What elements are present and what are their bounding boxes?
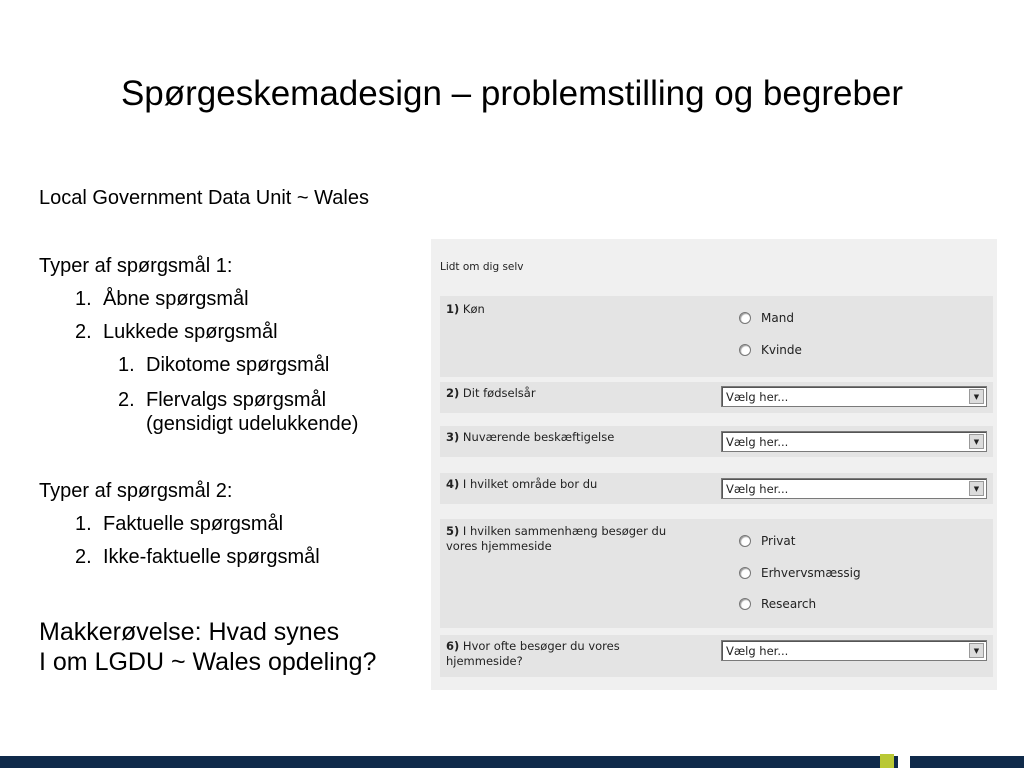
radio-label: Privat — [761, 534, 796, 548]
question-row-3 — [440, 426, 993, 457]
question-text: Nuværende beskæftigelse — [462, 430, 615, 444]
exercise-text — [39, 617, 376, 677]
sublist-item — [118, 353, 329, 377]
radio-circle[interactable] — [739, 535, 751, 547]
radio-option-privat[interactable] — [739, 534, 795, 548]
slide-title: Spørgeskemadesign – problemstilling og begreber — [120, 74, 904, 113]
survey-form-screenshot — [431, 239, 997, 690]
question-label — [446, 302, 485, 317]
exercise-line-2: I om LGDU ~ Wales opdeling? — [39, 648, 377, 676]
question-number: 2) — [446, 386, 460, 400]
sublist-item-number: 1. — [118, 354, 135, 376]
question-row-2 — [440, 382, 993, 413]
list-item-text: Ikke-faktuelle spørgsmål — [103, 546, 320, 568]
chevron-down-icon[interactable]: ▼ — [969, 481, 984, 496]
footer-bar — [0, 756, 1024, 768]
question-number: 6) — [446, 639, 460, 653]
list-item-text: Faktuelle spørgsmål — [103, 513, 284, 535]
list2-heading: Typer af spørgsmål 2: — [39, 480, 233, 502]
question-number: 5) — [446, 524, 460, 538]
question-label — [446, 430, 614, 445]
radio-option-erhvervsmaessig[interactable] — [739, 566, 861, 580]
sublist-item-text: Dikotome spørgsmål — [146, 354, 330, 376]
list-item-text: Lukkede spørgsmål — [103, 321, 278, 343]
question-text-continued: vores hjemmeside — [446, 539, 552, 553]
select-value: Vælg her... — [726, 482, 789, 496]
question-text: I hvilket område bor du — [462, 477, 598, 491]
question-row-6 — [440, 635, 993, 677]
region-select[interactable] — [721, 478, 987, 499]
list-item-number: 1. — [75, 288, 92, 310]
list-item — [75, 287, 249, 311]
visit-frequency-select[interactable] — [721, 640, 987, 661]
question-text: Køn — [462, 302, 485, 316]
sublist-item-text: Flervalgs spørgsmål — [146, 389, 327, 411]
radio-label: Mand — [761, 311, 794, 325]
radio-option-mand[interactable] — [739, 311, 794, 325]
question-text: I hvilken sammenhæng besøger du — [462, 524, 667, 538]
radio-label: Kvinde — [761, 343, 802, 357]
radio-circle[interactable] — [739, 312, 751, 324]
question-label — [446, 524, 666, 554]
question-text-continued: hjemmeside? — [446, 654, 523, 668]
list-item-number: 1. — [75, 513, 92, 535]
list-item — [75, 320, 278, 344]
sublist-item — [118, 388, 358, 436]
radio-circle[interactable] — [739, 344, 751, 356]
footer-accent-square — [898, 756, 910, 768]
chevron-down-icon[interactable]: ▼ — [969, 389, 984, 404]
exercise-line-1: Makkerøvelse: Hvad synes — [39, 618, 340, 646]
source-line: Local Government Data Unit ~ Wales — [39, 187, 369, 209]
sublist-item-number: 2. — [118, 389, 135, 411]
select-value: Vælg her... — [726, 644, 789, 658]
chevron-down-icon[interactable]: ▼ — [969, 434, 984, 449]
question-text: Hvor ofte besøger du vores — [462, 639, 620, 653]
question-label — [446, 639, 620, 669]
form-heading: Lidt om dig selv — [440, 261, 524, 273]
chevron-down-icon[interactable]: ▼ — [969, 643, 984, 658]
list-item — [75, 545, 320, 569]
question-number: 3) — [446, 430, 460, 444]
radio-option-research[interactable] — [739, 597, 816, 611]
question-label — [446, 477, 597, 492]
radio-circle[interactable] — [739, 598, 751, 610]
select-value: Vælg her... — [726, 435, 789, 449]
question-number: 4) — [446, 477, 460, 491]
question-row-1 — [440, 296, 993, 377]
radio-option-kvinde[interactable] — [739, 343, 802, 357]
list-item — [75, 512, 283, 536]
list1-heading: Typer af spørgsmål 1: — [39, 255, 233, 277]
list-item-number: 2. — [75, 546, 92, 568]
sublist-item-text-continued: (gensidigt udelukkende) — [146, 413, 359, 435]
list-item-number: 2. — [75, 321, 92, 343]
question-row-4 — [440, 473, 993, 504]
occupation-select[interactable] — [721, 431, 987, 452]
radio-circle[interactable] — [739, 567, 751, 579]
footer-accent-square — [880, 754, 894, 768]
list-item-text: Åbne spørgsmål — [103, 288, 249, 310]
radio-label: Erhvervsmæssig — [761, 566, 861, 580]
question-text: Dit fødselsår — [462, 386, 536, 400]
select-value: Vælg her... — [726, 390, 789, 404]
question-label — [446, 386, 536, 401]
question-row-5 — [440, 519, 993, 628]
radio-label: Research — [761, 597, 817, 611]
question-number: 1) — [446, 302, 460, 316]
birth-year-select[interactable] — [721, 386, 987, 407]
